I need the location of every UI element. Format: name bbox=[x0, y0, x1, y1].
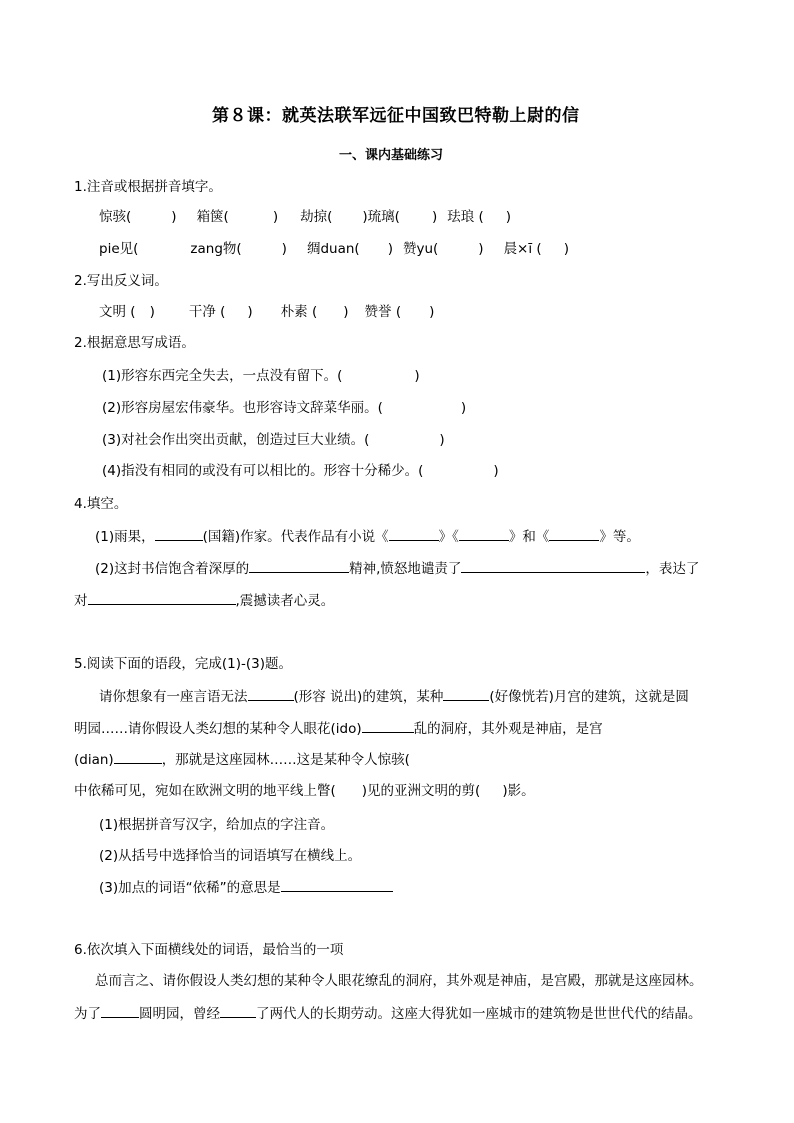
question-5-sub-3: (3)加点的词语“依稀”的意思是 bbox=[99, 877, 393, 898]
question-1-row-1: 惊骇( ) 箱箧( ) 劫掠( )琉璃( ) 珐琅 ( ) bbox=[99, 209, 512, 225]
passage-line-4: 中依稀可见，宛如在欧洲文明的地平线上瞥( )见的亚洲文明的剪( )影。 bbox=[74, 783, 535, 799]
question-3-item-2: (2)形容房屋宏伟豪华。也形容诗文辞菜华丽。( ) bbox=[102, 400, 467, 416]
question-5-sub-2: (2)从括号中选择恰当的词语填写在横线上。 bbox=[99, 848, 362, 864]
question-6-heading: 6.依次填入下面横线处的词语，最恰当的一项 bbox=[74, 942, 344, 958]
question-4-line-1: (1)雨果， (国籍)作家。代表作品有小说《 》《 》和《 》等。 bbox=[95, 526, 640, 547]
question-2-items: 文明 ( ) 干净 ( ) 朴素 ( ) 赞誉 ( ) bbox=[99, 304, 435, 320]
question-6-line-1: 总而言之、请你假设人类幻想的某种令人眼花缭乱的洞府，其外观是神庙，是宫殿，那就是这座园林。 bbox=[95, 973, 703, 989]
passage-line-2: 明园……请你假设人类幻想的某种令人眼花(ido) 乱的洞府，其外观是神庙，是宫 bbox=[74, 718, 603, 739]
question-6-line-2: 为了 圆明园，曾经 了两代人的长期劳动。这座大得犹如一座城市的建筑物是世世代代的结晶。 bbox=[74, 1003, 702, 1024]
question-3-item-3: (3)对社会作出突出贡献，创造过巨大业绩。( ) bbox=[102, 432, 445, 448]
question-5-sub-1: (1)根据拼音写汉字，给加点的字注音。 bbox=[99, 817, 335, 833]
passage-line-3: (dian) ，那就是这座园林……这是某种令人惊骇( bbox=[74, 749, 410, 770]
question-4-line-3: 对 ,震撼读者心灵。 bbox=[74, 590, 334, 611]
question-2-heading: 2.写出反义词。 bbox=[74, 273, 168, 289]
question-4-line-2: (2)这封书信饱含着深厚的 精神,愤怒地谴责了 ，表达了 bbox=[95, 558, 699, 579]
section-heading: 一、课内基础练习 bbox=[339, 148, 444, 163]
page-title: 第８课：就英法联军远征中国致巴特勒上尉的信 bbox=[212, 106, 580, 126]
question-1-row-2: pie见( zang物( ) 绸duan( ) 赞yu( ) 晨×ī ( ) bbox=[99, 241, 569, 257]
question-3-item-1: (1)形容东西完全失去，一点没有留下。( ) bbox=[102, 368, 420, 384]
question-5-heading: 5.阅读下面的语段，完成(1)-(3)题。 bbox=[74, 656, 292, 672]
passage-line-1: 请你想象有一座言语无法 (形容 说出)的建筑，某种 (好像恍若)月宫的建筑，这就是圆 bbox=[99, 686, 689, 707]
question-3-item-4: (4)指没有相同的或没有可以相比的。形容十分稀少。( ) bbox=[102, 463, 499, 479]
question-4-heading: 4.填空。 bbox=[74, 496, 128, 512]
question-3-heading: 2.根据意思写成语。 bbox=[74, 335, 195, 351]
question-1-heading: 1.注音或根据拼音填字。 bbox=[74, 179, 222, 195]
